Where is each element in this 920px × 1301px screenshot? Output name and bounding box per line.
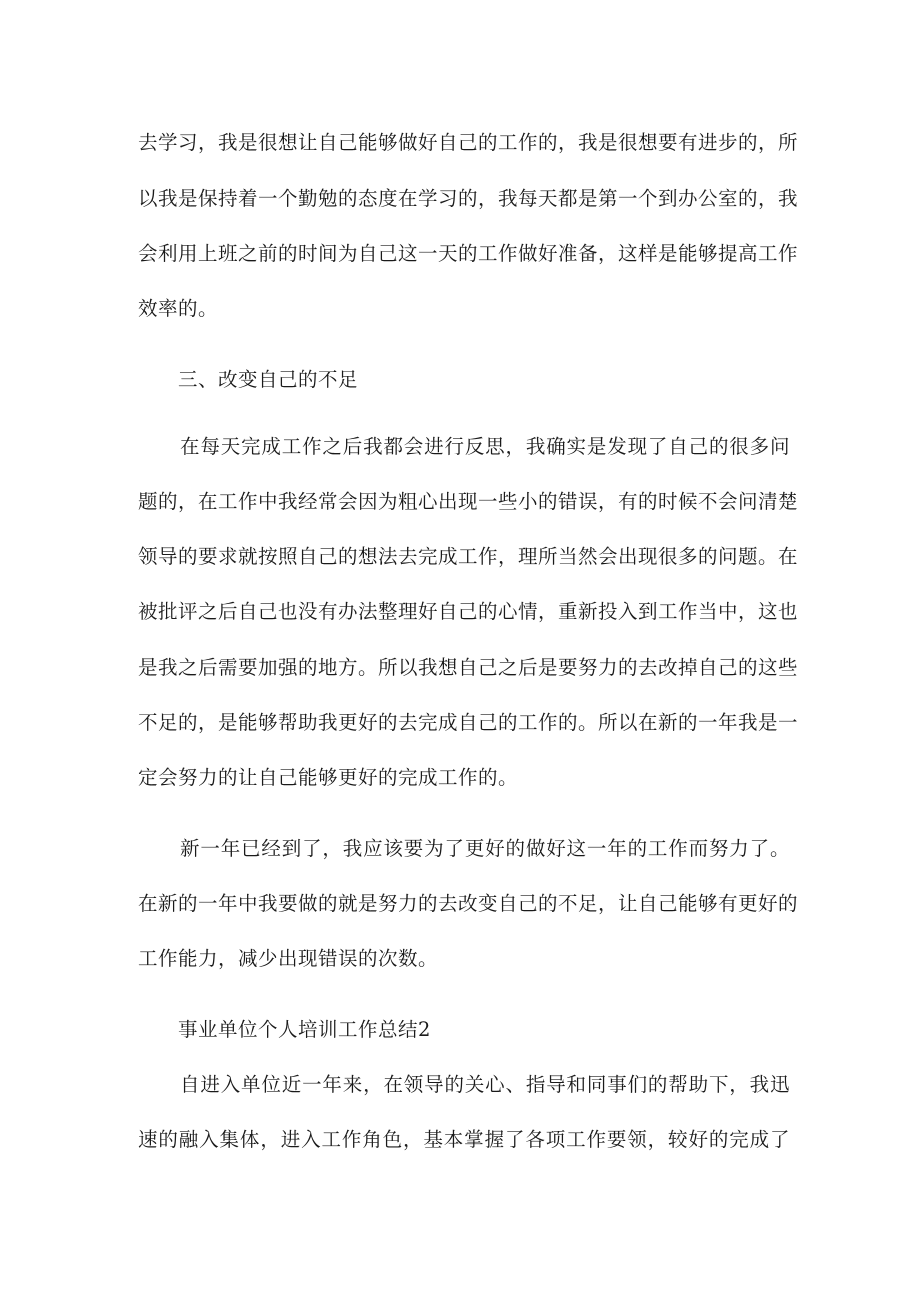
paragraph-4-line-2: 速的融入集体，进入工作角色，基本掌握了各项工作要领，较好的完成了 bbox=[138, 1128, 790, 1151]
paragraph-2-line-5: 是我之后需要加强的地方。所以我想自己之后是要努力的去改掉自己的这些 bbox=[138, 656, 799, 679]
paragraph-2-line-2: 题的，在工作中我经常会因为粗心出现一些小的错误，有的时候不会问清楚 bbox=[138, 490, 799, 513]
paragraph-3-line-1: 新一年已经到了，我应该要为了更好的做好这一年的工作而努力了。 bbox=[180, 837, 790, 860]
paragraph-2-line-4: 被批评之后自己也没有办法整理好自己的心情，重新投入到工作当中，这也 bbox=[138, 600, 799, 623]
paragraph-1-line-2: 以我是保持着一个勤勉的态度在学习的，我每天都是第一个到办公室的，我 bbox=[138, 187, 799, 210]
section-heading-3: 三、改变自己的不足 bbox=[178, 368, 359, 391]
section-title: 事业单位个人培训工作总结2 bbox=[178, 1018, 431, 1041]
paragraph-1-line-1: 去学习，我是很想让自己能够做好自己的工作的，我是很想要有进步的，所 bbox=[138, 131, 799, 154]
paragraph-3-line-3: 工作能力，减少出现错误的次数。 bbox=[138, 947, 439, 970]
paragraph-2-line-1: 在每天完成工作之后我都会进行反思，我确实是发现了自己的很多问 bbox=[180, 435, 790, 458]
paragraph-1-line-4: 效率的。 bbox=[138, 297, 219, 320]
paragraph-1-line-3: 会利用上班之前的时间为自己这一天的工作做好准备，这样是能够提高工作 bbox=[138, 242, 799, 265]
paragraph-3-line-2: 在新的一年中我要做的就是努力的去改变自己的不足，让自己能够有更好的 bbox=[138, 892, 799, 915]
paragraph-2-line-6: 不足的，是能够帮助我更好的去完成自己的工作的。所以在新的一年我是一 bbox=[138, 711, 799, 734]
paragraph-4-line-1: 自进入单位近一年来，在领导的关心、指导和同事们的帮助下，我迅 bbox=[180, 1073, 790, 1096]
paragraph-2-line-3: 领导的要求就按照自己的想法去完成工作，理所当然会出现很多的问题。在 bbox=[138, 545, 799, 568]
paragraph-2-line-7: 定会努力的让自己能够更好的完成工作的。 bbox=[138, 766, 519, 789]
